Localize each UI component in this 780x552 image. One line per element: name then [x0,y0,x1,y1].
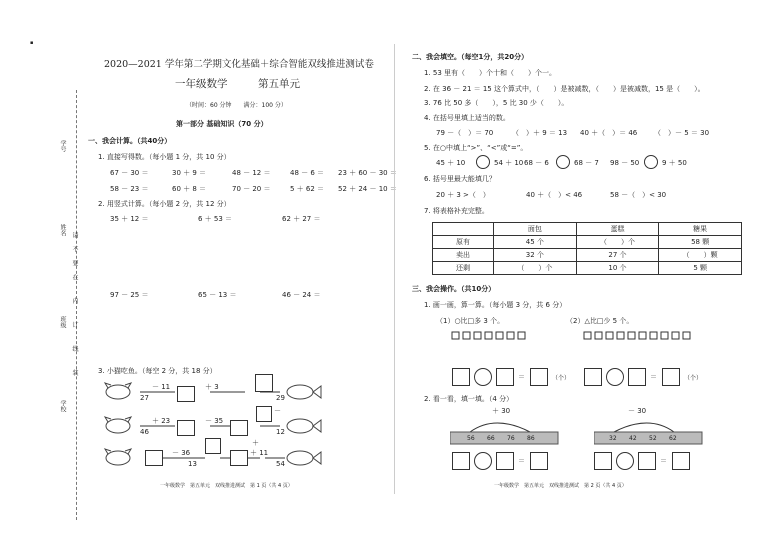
equation-box[interactable] [452,368,470,386]
table-cell: 还剩 [433,262,494,275]
q3-answer-box[interactable] [255,374,273,392]
table-row [433,249,742,262]
exam-subject: 一年级数学 [175,78,228,90]
equation-box[interactable] [452,452,470,470]
cat-icon [105,383,131,399]
numline2-tick: 52 [649,435,657,442]
table-header-cell: 蛋糕 [576,223,659,236]
cat-icon [105,417,131,433]
numline1-tick: 56 [467,435,475,442]
q3-row2-extra: － [274,407,281,415]
margin-mark: ▪ [30,40,34,46]
operator-circle[interactable] [616,452,634,470]
operator-circle[interactable] [606,368,624,386]
unit-label: （个） [552,375,571,382]
fill-q2: 2. 在 36 － 21 ＝ 15 这个算式中，（ ）是被减数，（ ）是被减数，15 是（ ）。 [424,85,705,93]
q1-item: 48 － 12 ＝ [232,169,271,177]
compare-left: 98 － 50 [610,159,640,167]
compare-circle[interactable] [556,155,570,169]
fish-icon [287,419,321,433]
fill-q1: 1. 53 里有（ ）个十和（ ）个一。 [424,69,557,77]
fill-q6-item: 40 ＋（ ）< 46 [526,191,583,199]
q3-answer-box[interactable] [230,420,248,436]
compare-left: 68 － 6 [524,159,549,167]
table-header-cell: 糖果 [659,223,742,236]
fill-q3: 3. 76 比 50 多（ ），5 比 30 少（ ）。 [424,99,569,107]
equation-box[interactable] [496,368,514,386]
q3-row2-op2: － 35 [205,417,224,425]
footer-right: 一年级数学 第五单元 双线推进测试 第 2 页（共 4 页） [494,483,627,489]
equals-sign: ＝ [660,457,667,465]
binding-label-class: 班级 [59,316,66,328]
q3-row1-end: 29 [276,394,285,402]
q3-answer-box[interactable] [177,386,195,402]
cat-icon [105,449,131,465]
compare-right: 9 ＋ 50 [662,159,687,167]
q3-row2-end: 12 [276,428,285,436]
q1-item: 60 ＋ 8 ＝ [172,185,207,193]
op-q1b: （2）△比□少 5 个。 [566,317,634,325]
q1-item: 30 ＋ 9 ＝ [172,169,207,177]
fish-icon [287,385,321,399]
q1-item: 67 － 30 ＝ [110,169,149,177]
fill-q4-item: （ ）＋ 9 ＝ 13 [512,129,568,137]
fill-q6-item: 20 ＋ 3 >（ ） [436,191,490,199]
q3-row3-end: 54 [276,460,285,468]
page-divider [394,44,395,494]
footer-left: 一年级数学 第五单元 双线推进测试 第 1 页（共 4 页） [160,483,293,489]
equals-sign: ＝ [518,373,525,381]
table-header-cell [433,223,494,236]
numline1-tick: 76 [507,435,515,442]
section3-title: 三、我会操作。（共10分） [412,285,496,293]
op-q2-title: 2. 看一看，填一填。（4 分） [424,395,514,403]
q1-item: 48 － 6 ＝ [290,169,325,177]
equation-box[interactable] [496,452,514,470]
q2-item: 97 － 25 ＝ [110,291,149,299]
fill-q6: 6. 括号里最大能填几？ [424,175,496,183]
seal-line-text: 请不要在 内 订 线 装 [71,232,78,384]
exam-title: 2020—2021 学年第二学期文化基础＋综合智能双线推进测试卷 [104,59,374,70]
fill-q7: 7. 将表格补充完整。 [424,207,489,215]
q3-answer-box[interactable] [256,406,272,422]
q1-item: 52 ＋ 24 － 10 ＝ [338,185,397,193]
table-cell[interactable]: （ ）个 [576,236,659,249]
binding-label-student-id: 学号 [59,140,66,152]
table-cell: 原有 [433,236,494,249]
table-header-cell: 面包 [494,223,577,236]
q2-item: 35 ＋ 12 ＝ [110,215,149,223]
fill-q4-item: （ ）－ 5 ＝ 30 [654,129,710,137]
table-cell[interactable]: （ ）个 [494,262,577,275]
binding-label-name: 姓名 [59,224,66,236]
q3-row1-op2: ＋ 3 [205,383,219,391]
equation-box[interactable] [628,368,646,386]
q3-row3-extra: ＋ [252,439,259,447]
q1-item: 58 － 23 ＝ [110,185,149,193]
q2-item: 62 ＋ 27 ＝ [282,215,321,223]
part1-title: 第一部分 基础知识（70 分） [176,120,268,128]
fill-q5: 5. 在○中填上“>”、“<”或“=”。 [424,144,528,152]
square-rows [450,330,750,342]
table-header-row [433,223,742,236]
section2-title: 二、我会填空。（每空1分，共20分） [412,53,529,61]
table-cell: 10 个 [576,262,659,275]
numline1-tick: 86 [527,435,535,442]
fill-q4: 4. 在括号里填上适当的数。 [424,114,510,122]
compare-circle[interactable] [644,155,658,169]
equation-box[interactable] [530,368,548,386]
q2-item: 6 ＋ 53 ＝ [198,215,233,223]
exam-unit: 第五单元 [258,78,300,90]
numline2-svg [594,412,704,448]
q3-row1-op1: － 11 [152,383,171,391]
time-score: （时间：60 分钟 满分：100 分） [186,102,287,109]
q2-title: 2. 用竖式计算。（每小题 2 分，共 12 分） [98,200,231,208]
equation-box[interactable] [662,368,680,386]
q3-row1-start: 27 [140,394,149,402]
q1-title: 1. 直接写得数。（每小题 1 分，共 10 分） [98,153,231,161]
compare-right: 68 － 7 [574,159,599,167]
q3-answer-box[interactable] [177,420,195,436]
table-cell: 45 个 [494,236,577,249]
inventory-table [432,222,742,275]
q2-item: 46 － 24 ＝ [282,291,321,299]
equation-box[interactable] [530,452,548,470]
numline1-tick: 66 [487,435,495,442]
op-q1-title: 1. 画一画，算一算。（每小题 3 分，共 6 分） [424,301,567,309]
table-cell: 32 个 [494,249,577,262]
q1-item: 70 － 20 ＝ [232,185,271,193]
q1-item: 5 ＋ 62 ＝ [290,185,325,193]
table-row [433,262,742,275]
q3-row3-mid: 13 [188,460,197,468]
fish-icon [287,451,321,465]
q3-answer-box[interactable] [205,438,221,454]
numline1-label: ＋ 30 [492,407,511,415]
table-cell: 5 颗 [659,262,742,275]
unit-label: （个） [684,375,703,382]
binding-label-school: 学校 [59,400,66,412]
operator-circle[interactable] [474,452,492,470]
equals-sign: ＝ [518,457,525,465]
q3-row2-start: 46 [140,428,149,436]
table-row [433,236,742,249]
equals-sign: ＝ [650,373,657,381]
table-cell: 卖出 [433,249,494,262]
fill-q6-item: 58 －（ ）< 30 [610,191,667,199]
q2-item: 65 － 13 ＝ [198,291,237,299]
section1-title: 一、我会计算。（共40分） [88,137,172,145]
numline1-svg [450,412,560,448]
table-cell[interactable]: （ ）颗 [659,249,742,262]
op-q1a: （1）○比□多 3 个。 [436,317,505,325]
equation-box[interactable] [584,368,602,386]
q3-title: 3. 小猫吃鱼。（每空 2 分，共 18 分） [98,367,217,375]
compare-left: 45 ＋ 10 [436,159,466,167]
q3-row3-op2: ＋ 11 [250,449,269,457]
q3-row2-op1: ＋ 23 [152,417,171,425]
compare-circle[interactable] [476,155,490,169]
table-cell: 58 颗 [659,236,742,249]
equation-box[interactable] [638,452,656,470]
q1-item: 23 ＋ 60 － 30 ＝ [338,169,397,177]
q3-row3-op1: － 36 [172,449,191,457]
numline2-tick: 42 [629,435,637,442]
numline2-tick: 62 [669,435,677,442]
equation-box[interactable] [594,452,612,470]
fill-q4-item: 79 －（ ）＝ 70 [436,129,494,137]
equation-box[interactable] [672,452,690,470]
fill-q4-item: 40 ＋（ ）＝ 46 [580,129,638,137]
compare-right: 54 ＋ 10 [494,159,524,167]
table-cell: 27 个 [576,249,659,262]
q3-answer-box[interactable] [230,450,248,466]
numline2-tick: 32 [609,435,617,442]
operator-circle[interactable] [474,368,492,386]
q3-answer-box[interactable] [145,450,163,466]
numline2-label: － 30 [628,407,647,415]
